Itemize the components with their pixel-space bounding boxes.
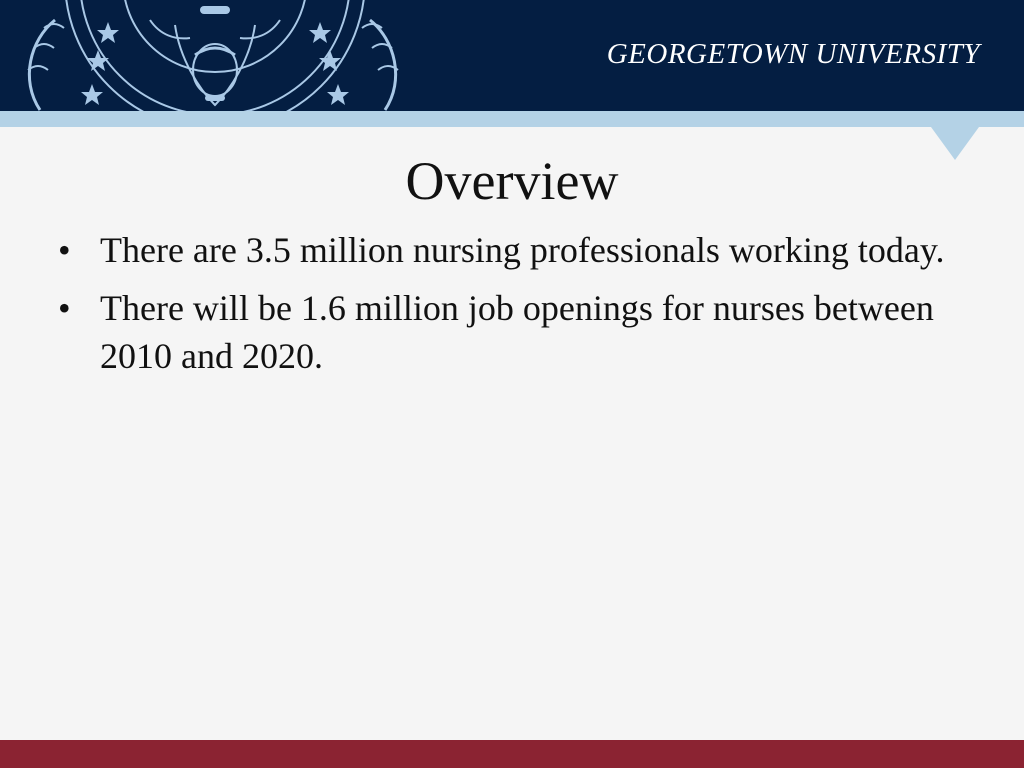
bullet-icon: • (58, 288, 71, 328)
accent-strip (0, 111, 1024, 127)
bullet-text: There are 3.5 million nursing professionals working today. (100, 230, 945, 270)
bullet-icon: • (58, 230, 71, 270)
list-item (58, 226, 958, 274)
list-item (58, 284, 958, 380)
bullet-list (58, 226, 958, 390)
brand-wordmark: GEORGETOWN UNIVERSITY (606, 38, 980, 70)
bullet-text: There will be 1.6 million job openings for nurses between 2010 and 2020. (100, 288, 934, 376)
footer-bar (0, 740, 1024, 768)
university-seal-icon (0, 0, 420, 111)
slide-title: Overview (405, 151, 619, 211)
